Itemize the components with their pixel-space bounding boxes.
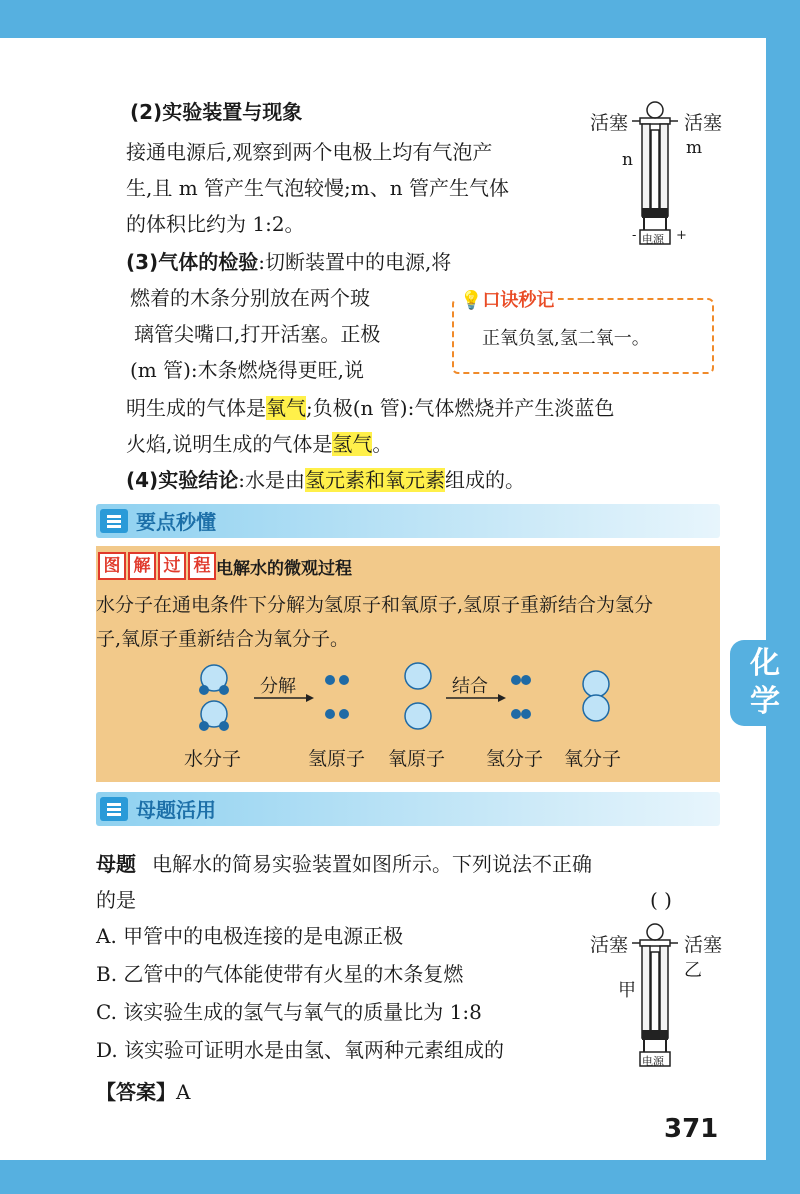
oxygen-atoms — [405, 663, 431, 729]
conclusion-line — [126, 464, 525, 496]
page-frame-top — [0, 0, 800, 38]
answer-label: 【答案】 — [96, 1080, 176, 1104]
memory-tip-title — [456, 286, 558, 312]
memory-tip-title-text: 口诀秒记 — [482, 290, 555, 311]
highlight-hydrogen: 氢气 — [332, 432, 373, 456]
text-segment: 火焰,说明生成的气体是 — [126, 432, 333, 456]
apparatus-top-tube-left: n — [622, 150, 633, 170]
question-stem-text: 电解水的简易实验装置如图所示。下列说法不正确 — [152, 852, 592, 876]
apparatus-bottom-label-right: 活塞 — [684, 934, 723, 956]
process-tag-char: 解 — [128, 552, 156, 580]
subject-tab-char: 化 — [750, 646, 780, 681]
subject-tab — [730, 640, 800, 726]
process-tag-char: 程 — [188, 552, 216, 580]
water-molecule — [199, 665, 229, 695]
apparatus-top-power: 电源 — [642, 233, 664, 246]
check-heading: (3)气体的检验 — [126, 250, 259, 274]
micro-process-panel — [96, 546, 720, 782]
apparatus-bottom-power: 电源 — [642, 1055, 664, 1068]
setup-line: 接通电源后,观察到两个电极上均有气泡产 — [126, 140, 493, 164]
setup-heading: (2)实验装置与现象 — [130, 100, 303, 124]
process-line: 水分子在通电条件下分解为氢原子和氧原子,氢原子重新结合为氢分 — [96, 594, 654, 616]
text-segment: 明生成的气体是 — [126, 396, 266, 420]
molecule-diagram — [96, 656, 720, 736]
page-frame-right — [766, 0, 800, 1194]
oxygen-line — [126, 392, 614, 424]
oxygen-molecule — [583, 671, 609, 721]
setup-line: 的体积比约为 1:2。 — [126, 212, 305, 236]
process-tag-char: 图 — [98, 552, 126, 580]
text-segment: 。 — [372, 432, 393, 456]
option-c: C. 该实验生成的氢气与氧气的质量比为 1:8 — [96, 1000, 482, 1024]
setup-line: 生,且 m 管产生气泡较慢;m、n 管产生气体 — [126, 176, 509, 200]
section-banner-practice — [96, 792, 720, 826]
answer-line — [96, 1076, 190, 1108]
check-line — [126, 246, 451, 278]
question-stem-line2: 的是 — [96, 888, 136, 912]
apparatus-top-label-right: 活塞 — [684, 112, 723, 134]
hydrogen-line — [126, 428, 392, 460]
page-frame-bottom — [0, 1160, 800, 1194]
check-line: 璃管尖嘴口,打开活塞。正极 — [134, 322, 381, 346]
apparatus-top-plus: + — [676, 228, 687, 243]
section-banner-key-points — [96, 504, 720, 538]
option-b: B. 乙管中的气体能使带有火星的木条复燃 — [96, 962, 464, 986]
water-molecule — [199, 701, 229, 731]
subject-tab-char: 学 — [750, 684, 780, 719]
hydrogen-molecules — [511, 675, 531, 719]
electrolysis-apparatus-bottom — [630, 922, 690, 1072]
process-tag — [98, 552, 216, 580]
notepad-icon — [100, 509, 128, 533]
apparatus-top-minus: - — [632, 228, 637, 243]
section-title: 要点秒懂 — [136, 510, 216, 534]
apparatus-top-tube-right: m — [686, 138, 703, 158]
arrow-label-combine: 结合 — [452, 676, 488, 697]
highlight-oxygen: 氧气 — [266, 396, 306, 420]
apparatus-top-label-left: 活塞 — [590, 112, 629, 134]
process-line: 子,氧原子重新结合为氧分子。 — [96, 628, 350, 650]
process-title: 电解水的微观过程 — [216, 559, 352, 579]
molecule-label: 氧原子 — [388, 748, 446, 770]
apparatus-bottom-label-left: 活塞 — [590, 934, 629, 956]
text-segment: 组成的。 — [444, 468, 525, 492]
option-a: A. 甲管中的电极连接的是电源正极 — [96, 924, 404, 948]
hydrogen-atoms — [325, 675, 349, 719]
question-stem — [96, 848, 592, 880]
pencil-note-icon — [100, 797, 128, 821]
arrow-label-decompose: 分解 — [260, 676, 296, 697]
option-d: D. 该实验可证明水是由氢、氧两种元素组成的 — [96, 1038, 505, 1062]
answer-blank: ( ) — [650, 888, 672, 912]
check-line-rest: :切断装置中的电源,将 — [258, 250, 452, 274]
text-segment: ;负极(n 管):气体燃烧并产生淡蓝色 — [306, 396, 615, 420]
molecule-label: 氢分子 — [486, 748, 544, 770]
highlight-elements: 氢元素和氧元素 — [304, 468, 445, 492]
answer-value: A — [176, 1080, 191, 1104]
question-tag: 母题 — [96, 852, 136, 876]
molecule-label: 氢原子 — [308, 748, 366, 770]
check-line: 燃着的木条分别放在两个玻 — [130, 286, 370, 310]
molecule-label: 水分子 — [184, 748, 242, 770]
section-title: 母题活用 — [136, 798, 216, 822]
apparatus-bottom-tube-right: 乙 — [684, 960, 702, 981]
check-line: (m 管):木条燃烧得更旺,说 — [130, 358, 365, 382]
page-number: 371 — [664, 1114, 719, 1144]
lightbulb-icon: 💡 — [460, 290, 483, 311]
conclusion-heading: (4)实验结论 — [126, 468, 239, 492]
memory-tip-text: 正氧负氢,氢二氧一。 — [482, 328, 650, 349]
process-tag-char: 过 — [158, 552, 186, 580]
apparatus-bottom-tube-left: 甲 — [618, 980, 636, 1001]
text-segment: :水是由 — [238, 468, 305, 492]
molecule-label: 氧分子 — [564, 748, 622, 770]
